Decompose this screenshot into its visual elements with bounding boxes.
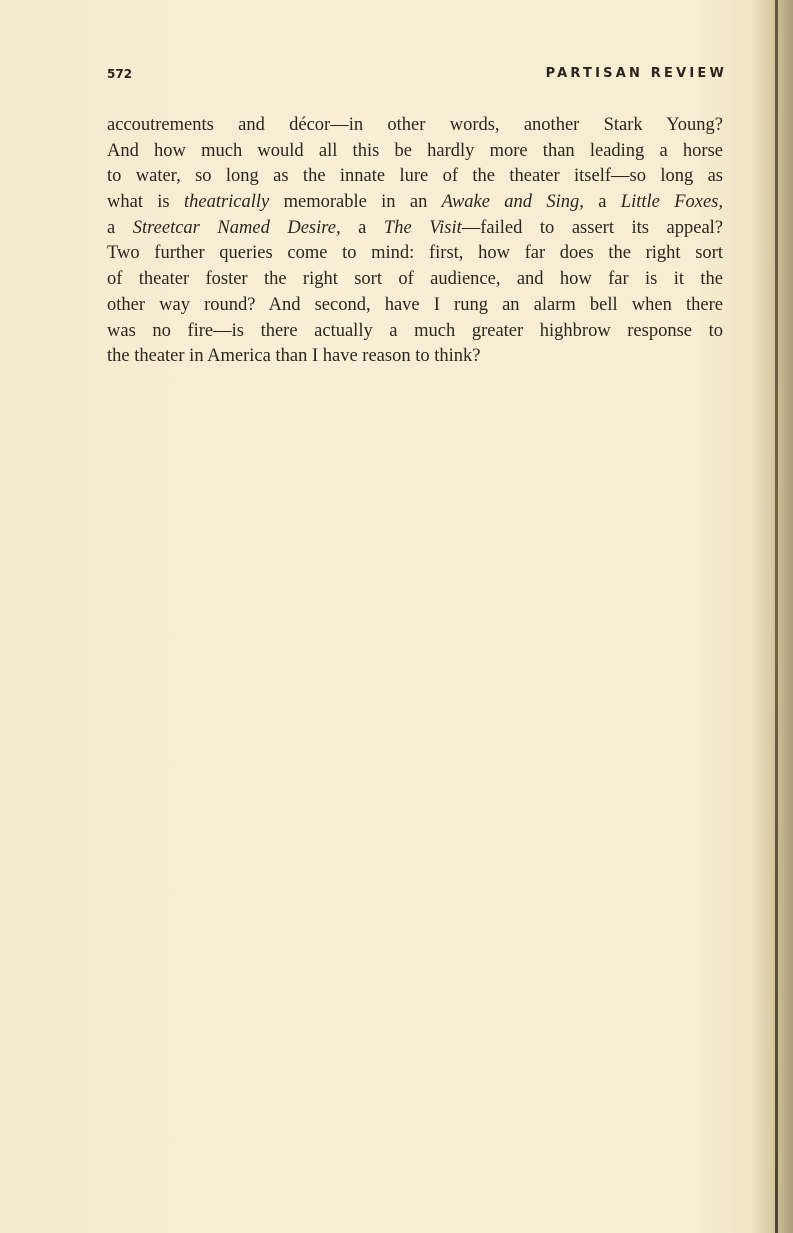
italic-play-title: Little Foxes, (620, 192, 723, 213)
text-line (107, 216, 723, 242)
text-run: the theater in America than I have reason to think? (107, 346, 481, 367)
text-run: And how much would all this be hardly more than leading a horse (107, 140, 723, 161)
text-run: a (340, 217, 384, 238)
text-line (107, 190, 723, 216)
text-line (107, 267, 723, 293)
text-run: a (107, 217, 133, 238)
text-line (107, 241, 723, 267)
text-run: —failed to assert its appeal? (461, 217, 724, 238)
italic-play-title: Streetcar Named Desire, (132, 217, 341, 238)
text-run: was no fire—is there actually a much greater highbrow response to (107, 320, 723, 341)
running-head (107, 64, 727, 86)
text-run: Two further queries come to mind: first, how far does the right sort (107, 243, 723, 264)
text-line (107, 293, 723, 319)
text-line (107, 113, 723, 139)
page-number: 572 (107, 67, 133, 81)
journal-title: PARTISAN REVIEW (545, 66, 727, 81)
text-run: what is (107, 192, 184, 213)
text-line (107, 164, 723, 190)
text-run: to water, so long as the innate lure of the theater itself—so long as (107, 166, 723, 187)
body-text (107, 113, 723, 370)
italic-play-title: The Visit (383, 217, 462, 238)
text-run: of theater foster the right sort of audience, and how far is it the (107, 269, 723, 290)
binding-gutter-edge (775, 0, 778, 1233)
text-line (107, 344, 723, 370)
binding-gutter-shadow (752, 0, 793, 1233)
italic-emphasis: theatrically (183, 192, 270, 213)
text-line (107, 319, 723, 345)
italic-play-title: Awake and Sing, (441, 192, 584, 213)
text-run: a (583, 192, 621, 213)
text-run: other way round? And second, have I rung an alarm bell when there (107, 294, 723, 315)
text-run: memorable in an (269, 192, 442, 213)
text-run: accoutrements and décor—in other words, another Stark Young? (107, 115, 723, 135)
text-line (107, 139, 723, 165)
